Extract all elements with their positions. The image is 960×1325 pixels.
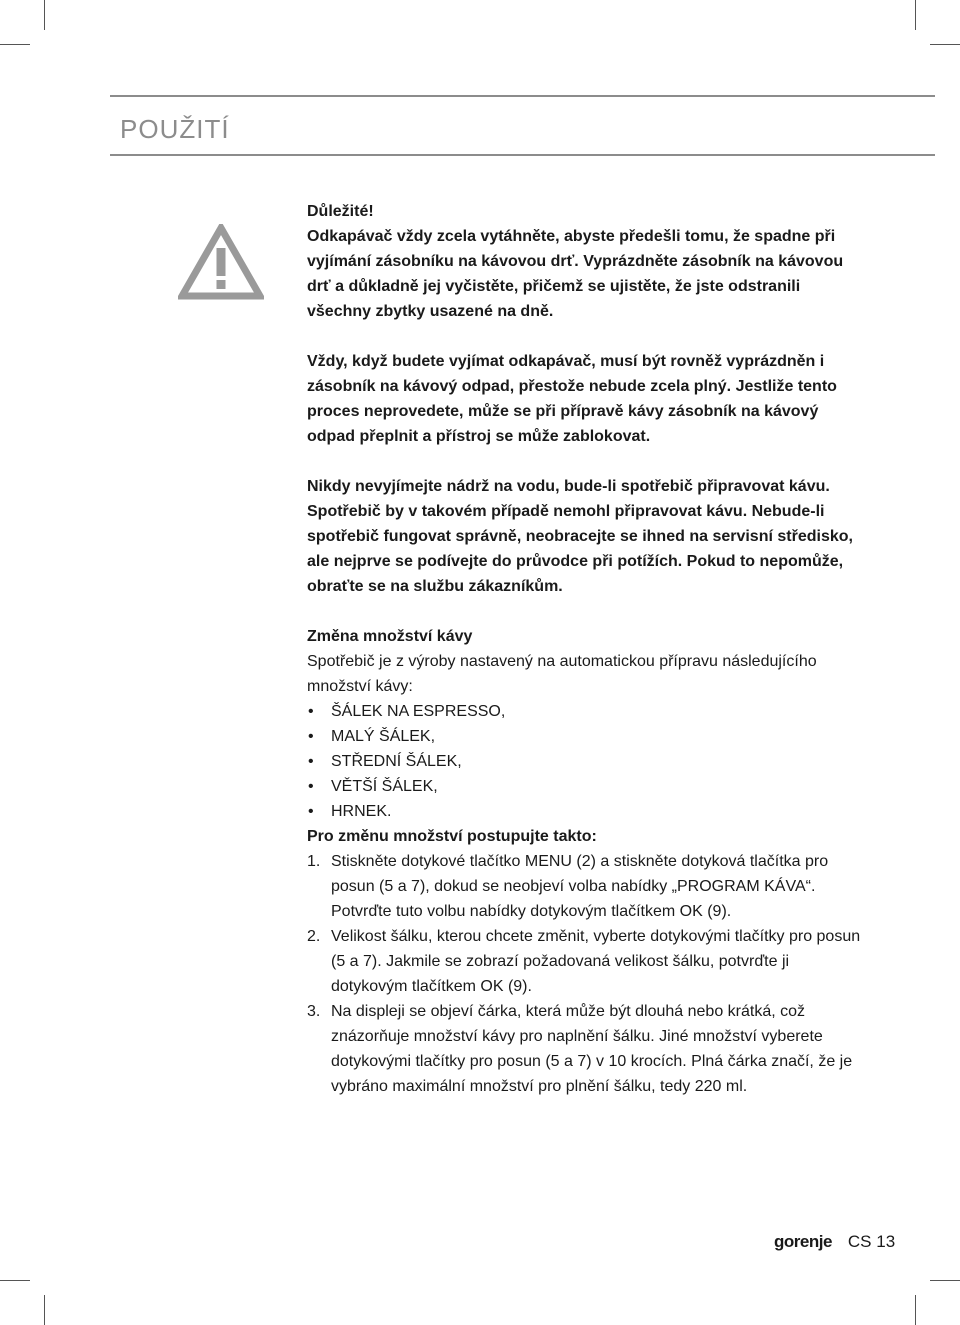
page-number: CS 13	[847, 1232, 896, 1251]
crop-mark-top-left	[44, 0, 45, 30]
list-item: • MALÝ ŠÁLEK,	[307, 724, 867, 749]
step-number: 2.	[307, 928, 321, 945]
warning-triangle-icon	[178, 224, 264, 300]
steps-list	[307, 849, 867, 1099]
warning-paragraph-2: Vždy, když budete vyjímat odkapávač, musí být rovněž vyprázdněn i zásobník na kávový odpad, přestože nebude zcela plný. Jestliže tento proces neprovedete, může se při přípravě kávy zásobník na kávový odpad přeplnit a přístroj se může zablokovat.	[307, 353, 837, 445]
crop-mark-right-h	[930, 44, 960, 45]
section-heading: Změna množství kávy	[307, 628, 473, 645]
steps-heading: Pro změnu množství postupujte takto:	[307, 828, 597, 845]
crop-mark-bottom-left	[44, 1295, 45, 1325]
brand-logo: gorenje	[774, 1232, 832, 1251]
crop-mark-bottom-right	[915, 1295, 916, 1325]
page-title: POUŽITÍ	[120, 114, 230, 144]
step-item	[307, 999, 867, 1099]
list-item: • ŠÁLEK NA ESPRESSO,	[307, 699, 867, 724]
warning-paragraph-1: Odkapávač vždy zcela vytáhněte, abyste předešli tomu, že spadne při vyjímání zásobníku na kávovou drť. Vyprázdněte zásobník na kávovou drť a důkladně jej vyčistěte, přičemž se ujistěte, že jste odstranili všechny zbytky usazené na dně.	[307, 228, 844, 320]
crop-mark-bottom-right-h	[930, 1280, 960, 1281]
crop-mark-bottom-left-h	[0, 1280, 30, 1281]
size-list	[307, 699, 867, 824]
header-rule-bottom	[110, 154, 935, 156]
header-rule-top	[110, 95, 935, 97]
step-item	[307, 924, 867, 999]
warning-paragraph-3: Nikdy nevyjímejte nádrž na vodu, bude-li spotřebič připravovat kávu. Spotřebič by v takovém případě nemohl připravovat kávu. Nebude-li spotřebič fungovat správně, neobracejte se ihned na servisní středisko, ale nejprve se podívejte do průvodce při potížích. Pokud to nepomůže, obraťte se na službu zákazníkům.	[307, 478, 853, 595]
step-text: Velikost šálku, kterou chcete změnit, vyberte dotykovými tlačítky pro posun (5 a 7). Jakmile se zobrazí požadovaná velikost šálku, potvrďte ji dotykovým tlačítkem OK (9).	[331, 928, 861, 995]
crop-mark-top-right	[915, 0, 916, 30]
list-item: • HRNEK.	[307, 799, 867, 824]
content	[307, 199, 867, 1099]
crop-mark-left-h	[0, 44, 30, 45]
step-text: Na displeji se objeví čárka, která může být dlouhá nebo krátká, což znázorňuje množství kávy pro naplnění šálku. Jiné množství vyberete dotykovými tlačítky pro posun (5 a 7) v 10 krocích. Plná čárka značí, že je vybráno maximální množství pro plnění šálku, tedy 220 ml.	[331, 1003, 853, 1095]
step-text: Stiskněte dotykové tlačítko MENU (2) a stiskněte dotyková tlačítka pro posun (5 a 7), dokud se neobjeví volba nabídky „PROGRAM KÁVA“. Potvrďte tuto volbu nabídky dotykovým tlačítkem OK (9).	[331, 853, 829, 920]
list-item: • STŘEDNÍ ŠÁLEK,	[307, 749, 867, 774]
step-item	[307, 849, 867, 924]
step-number: 3.	[307, 1003, 321, 1020]
section-intro: Spotřebič je z výroby nastavený na automatickou přípravu následujícího množství kávy:	[307, 653, 817, 695]
step-number: 1.	[307, 853, 321, 870]
footer	[774, 1228, 895, 1256]
list-item: • VĚTŠÍ ŠÁLEK,	[307, 774, 867, 799]
warning-heading: Důležité!	[307, 203, 374, 220]
